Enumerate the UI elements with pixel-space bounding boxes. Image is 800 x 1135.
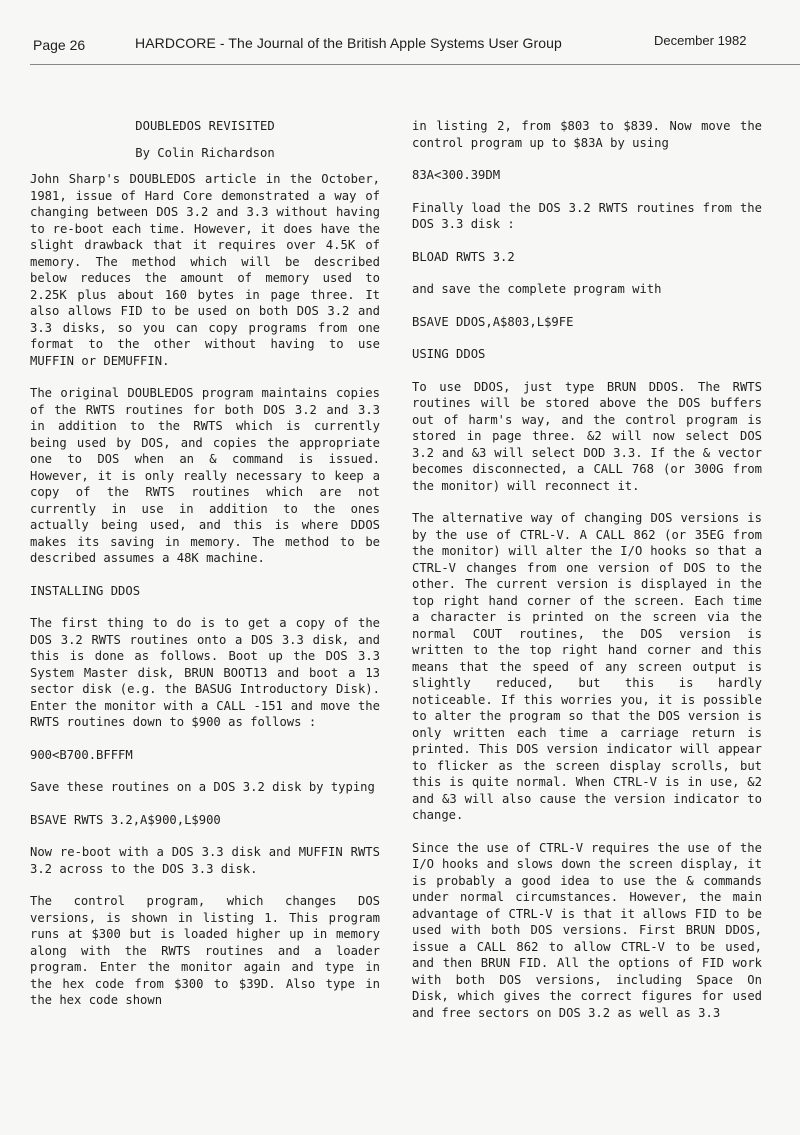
paragraph: and save the complete program with [412, 282, 662, 296]
section-heading-installing: INSTALLING DDOS [30, 583, 141, 598]
paragraph: Now re-boot with a DOS 3.3 disk and MUFFIN RWTS 3.2 across to the DOS 3.3 disk. [30, 845, 380, 876]
page-number: Page 26 [33, 37, 86, 53]
left-column [30, 118, 380, 1025]
code-line: 900<B700.BFFFM [30, 747, 133, 762]
header-rule [30, 64, 800, 65]
right-column [412, 118, 762, 1037]
paragraph: The alternative way of changing DOS versions is by the use of CTRL-V. A CALL 862 (or 35EG from the monitor) will alter the I/O hooks so that a CTRL-V changes from one version of DOS to the other. The current version is displayed in the top right hand corner of the screen. Each time a character is printed on the screen via the normal COUT routines, the DOS version is written to the top right hand corner and this means that the speed of any screen output is slightly reduced, but this is hardly noticeable. If this worries you, it is possible to alter the program so that the DOS version is only written each time a carriage return is printed. This DOS version indicator will appear to flicker as the screen display scrolls, but this is quite normal. When CTRL-V is in use, &2 and &3 will also cause the version indicator to change. [412, 511, 762, 822]
code-line: BSAVE DDOS,A$803,L$9FE [412, 314, 574, 329]
paragraph: in listing 2, from $803 to $839. Now move the control program up to $83A by using [412, 119, 762, 150]
paragraph: Save these routines on a DOS 3.2 disk by typing [30, 780, 375, 794]
paragraph: To use DDOS, just type BRUN DDOS. The RWTS routines will be stored above the DOS buffers out of harm's way, and the control program is stored in page three. &2 will now select DOS 3.2 and &3 will select DOD 3.3. If the & vector becomes disconnected, a CALL 768 (or 300G from the monitor) will reconnect it. [412, 379, 762, 493]
section-heading-using: USING DDOS [412, 347, 486, 361]
paragraph: John Sharp's DOUBLEDOS article in the October, 1981, issue of Hard Core demonstrated a way of changing between DOS 3.2 and 3.3 without having to re-boot each time. However, it does have the slight drawback that it requires over 4.5K of memory. The method which will be described below reduces the amount of memory used to 2.25K plus about 160 bytes in page three. It also allows FID to be used on both DOS 3.2 and 3.3 disks, so you can copy programs from one format to the other without having to use MUFFIN or DEMUFFIN. [30, 172, 380, 368]
paragraph: Finally load the DOS 3.2 RWTS routines from the DOS 3.3 disk : [412, 200, 762, 231]
issue-date: December 1982 [654, 33, 747, 48]
page-header [0, 0, 800, 70]
article-byline: By Colin Richardson [135, 145, 275, 160]
paragraph: Since the use of CTRL-V requires the use of the I/O hooks and slows down the screen display, it is probably a good idea to use the & commands under normal circumstances. However, the main advantage of CTRL-V is that it allows FID to be used with both DOS versions. First BRUN DDOS, issue a CALL 862 to allow CTRL-V to be used, and then BRUN FID. All the options of FID work with both DOS versions, including Space On Disk, which gives the correct figures for used and free sectors on DOS 3.2 as well as 3.3 [412, 840, 762, 1020]
paragraph: The first thing to do is to get a copy of the DOS 3.2 RWTS routines onto a DOS 3.3 disk, and this is done as follows. Boot up the DOS 3.3 System Master disk, BRUN BOOT13 and boot a 13 sector disk (e.g. the BASUG Introductory Disk). Enter the monitor with a CALL -151 and move the RWTS routines down to $900 as follows : [30, 616, 380, 729]
code-line: BSAVE RWTS 3.2,A$900,L$900 [30, 812, 221, 827]
journal-title: HARDCORE - The Journal of the British Apple Systems User Group [135, 35, 562, 51]
paragraph: The control program, which changes DOS versions, is shown in listing 1. This program runs at $300 but is loaded higher up in memory along with the RWTS routines and a loader program. Enter the monitor again and type in the hex code from $300 to $39D. Also type in the hex code shown [30, 894, 380, 1007]
article-title: DOUBLEDOS REVISITED [135, 119, 275, 133]
paragraph: The original DOUBLEDOS program maintains copies of the RWTS routines for both DOS 3.2 and 3.3 in addition to the RWTS which is currently being used by DOS, and copies the appropriate one to DOS when an & command is issued. However, it is only really necessary to keep a copy of the RWTS routines which are not currently in use in addition to the ones actually being used, and this is where DDOS makes its saving in memory. The method to be described assumes a 48K machine. [30, 386, 380, 565]
code-line: 83A<300.39DM [412, 168, 501, 182]
code-line: BLOAD RWTS 3.2 [412, 249, 515, 264]
